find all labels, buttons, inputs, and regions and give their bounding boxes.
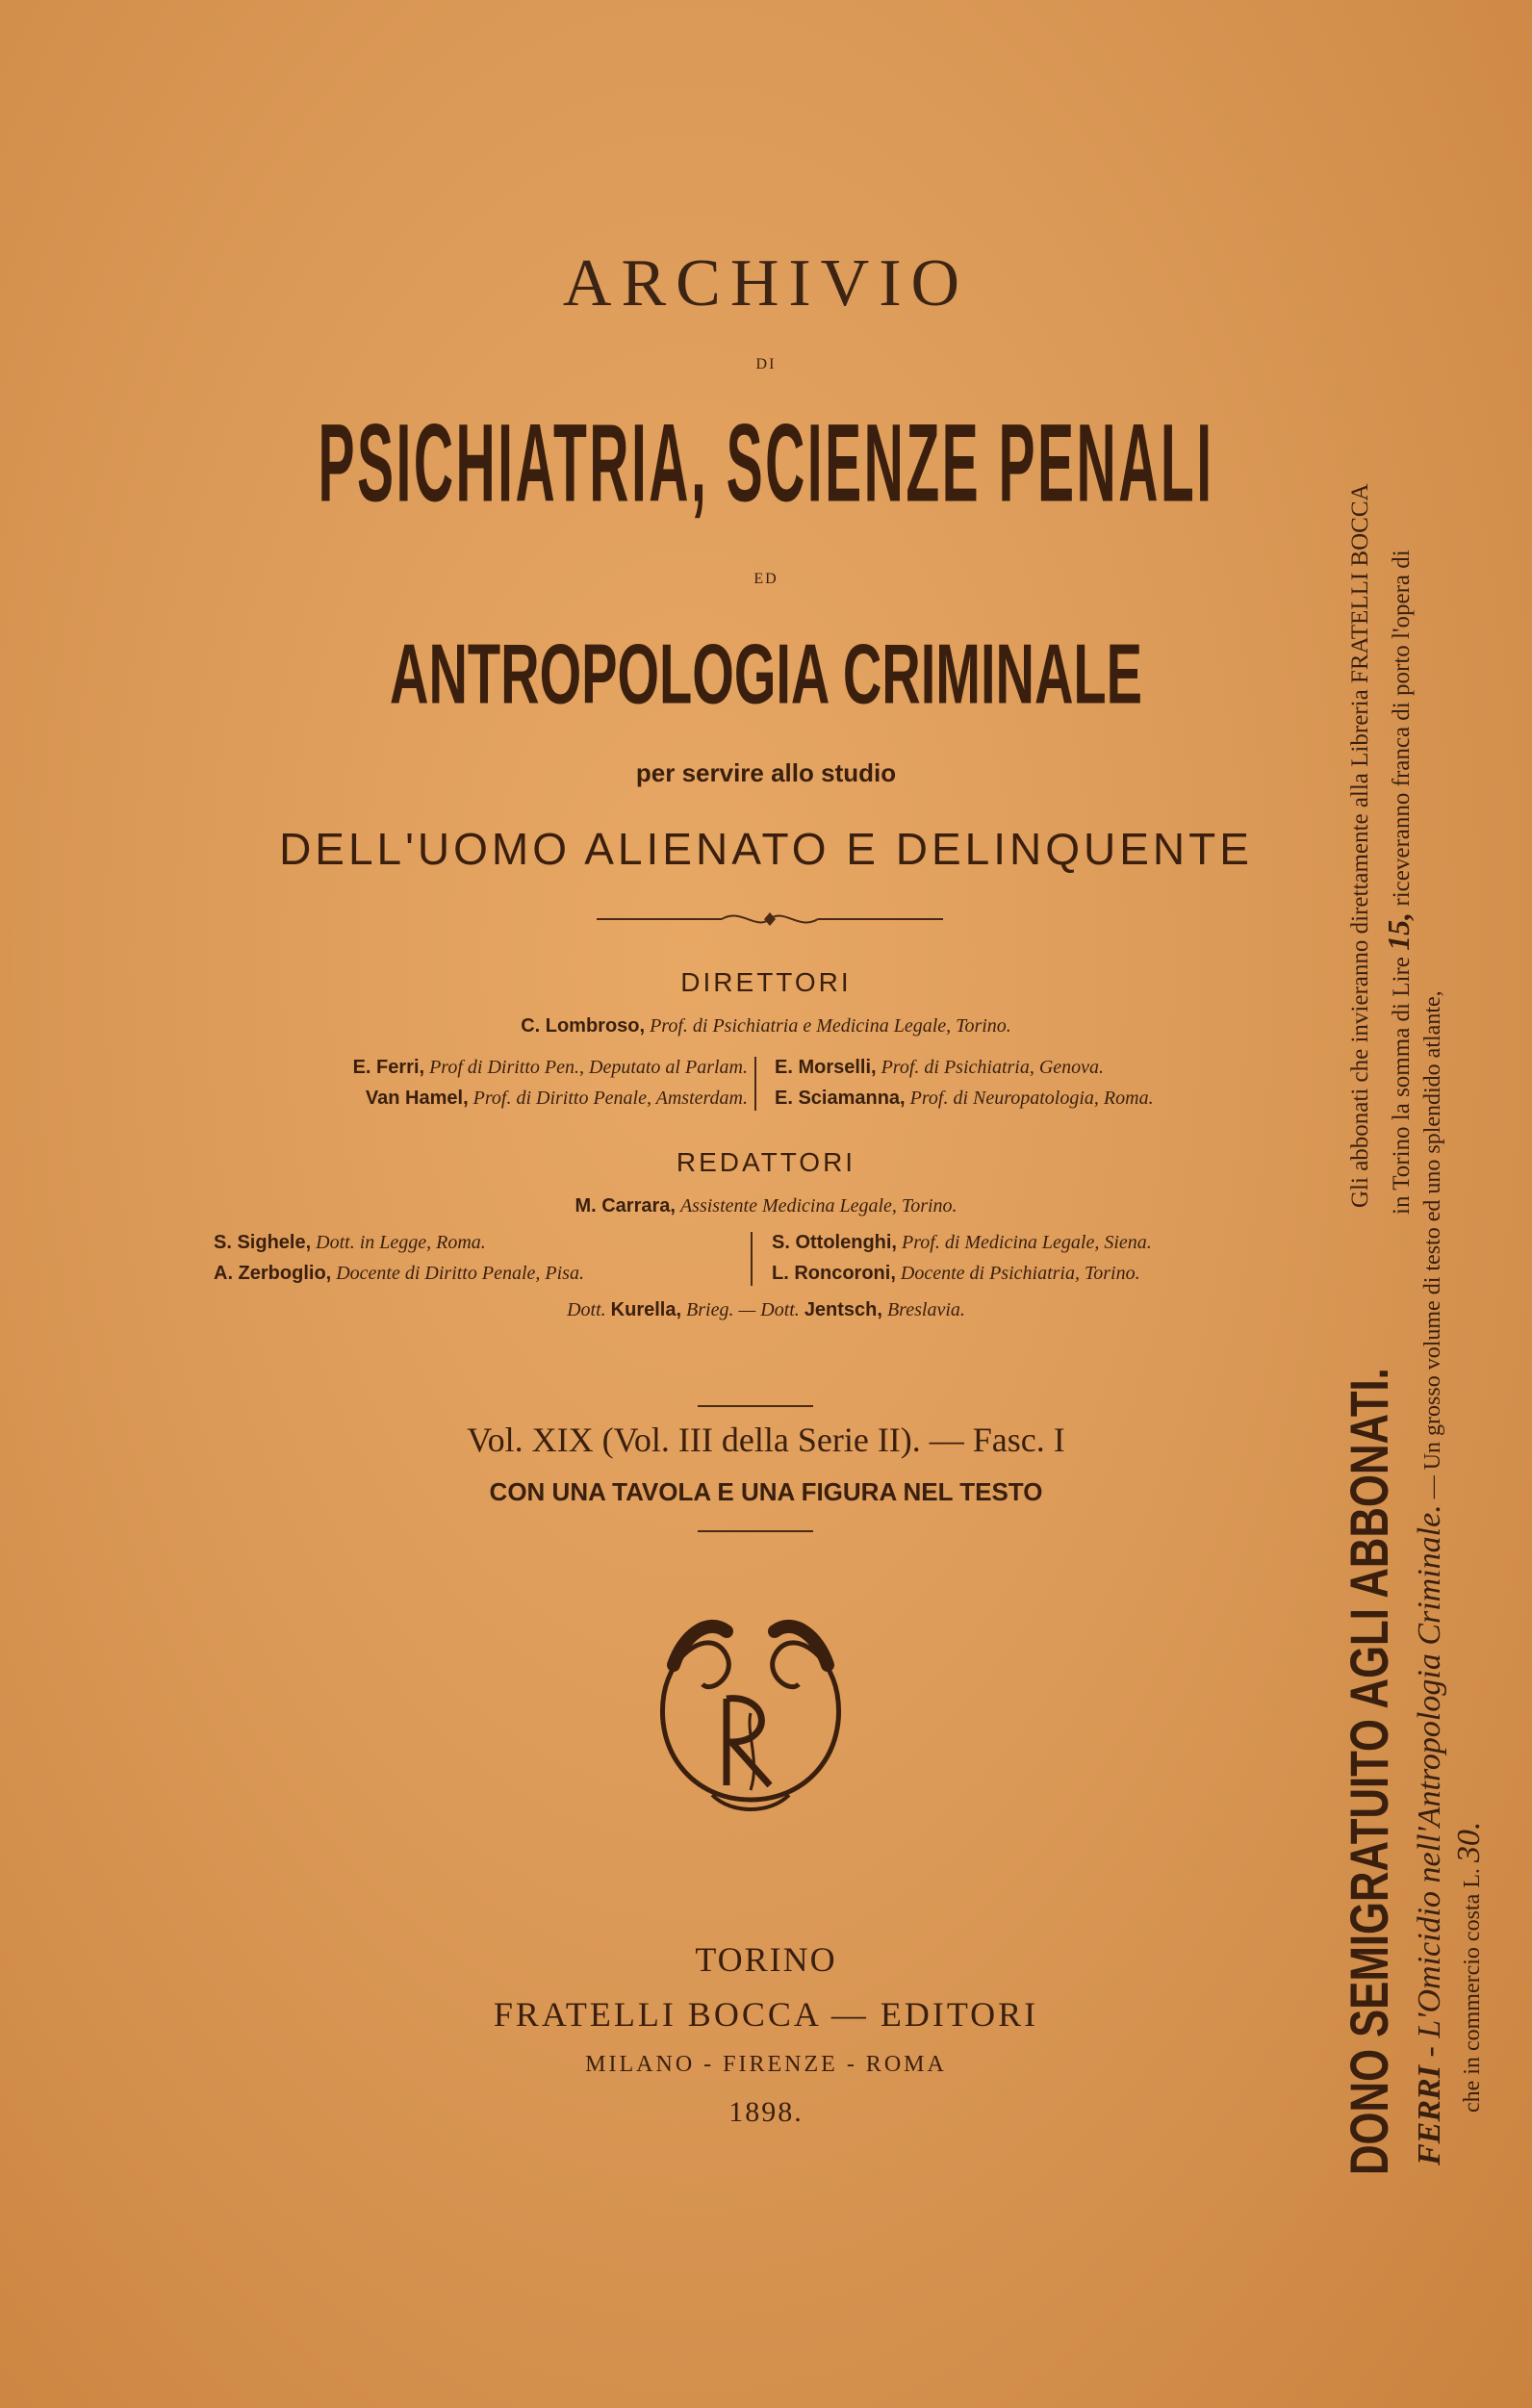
title-line-2: ANTROPOLOGIA CRIMINALE	[390, 627, 1142, 722]
volume-line: Vol. XIX (Vol. III della Serie II). — Fasc. I	[467, 1421, 1065, 1459]
column-divider	[751, 1232, 753, 1286]
sidebar-dono: DONO SEMIGRATUITO AGLI ABBONATI.	[1339, 1368, 1399, 2175]
person-role: Assistente Medicina Legale, Torino.	[679, 1195, 958, 1217]
publisher-emblem-icon	[635, 1607, 866, 1829]
sidebar-text: in Torino la somma di Lire	[1389, 957, 1415, 1215]
archivio-heading: ARCHIVIO	[562, 246, 970, 320]
direttori-heading: DIRETTORI	[680, 967, 852, 997]
person-role: Prof. di Diritto Penale, Amsterdam.	[472, 1088, 748, 1109]
person-name: C. Lombroso,	[521, 1015, 646, 1037]
sidebar-text: riceveranno franca di porto l'opera di	[1389, 550, 1415, 907]
sidebar-work: - L'Omicidio nell'Antropologia Criminale.	[1412, 1504, 1447, 2066]
redattori-foot	[0, 1299, 1532, 1321]
sidebar-price: 15,	[1381, 911, 1416, 951]
redattore-main	[0, 1195, 1532, 1217]
person-name: Van Hamel,	[365, 1088, 469, 1109]
person-name: M. Carrara,	[574, 1195, 676, 1217]
person-role: Prof. di Psichiatria, Genova.	[881, 1057, 1105, 1078]
person-name: S. Sighele,	[214, 1232, 312, 1253]
person-name: L. Roncoroni,	[772, 1263, 896, 1284]
sidebar-text: che in commercio costa L.	[1460, 1868, 1485, 2113]
imprint-publisher: FRATELLI BOCCA — EDITORI	[493, 1995, 1039, 2034]
person-name: Kurella,	[610, 1299, 682, 1320]
person-role: Prof. di Neuropatologia, Roma.	[909, 1088, 1154, 1109]
sidebar-author: FERRI	[1412, 2065, 1447, 2165]
direttore-left-2	[366, 1088, 748, 1110]
sidebar-line-1: Gli abbonati che invieranno direttamente alla Libreria FRATELLI BOCCA	[1347, 483, 1373, 1208]
person-city: Brieg. — Dott.	[686, 1299, 800, 1320]
imprint-cities: MILANO - FIRENZE - ROMA	[585, 2052, 947, 2077]
redattore-left-2	[214, 1263, 584, 1285]
person-role: Docente di Psichiatria, Torino.	[900, 1263, 1140, 1284]
redattore-right-1	[772, 1232, 1152, 1254]
person-name: E. Sciamanna,	[775, 1088, 906, 1109]
direttore-main	[0, 1015, 1532, 1037]
di-connector: DI	[755, 356, 777, 372]
short-rule	[698, 1405, 813, 1407]
sidebar-text: — Un grosso volume di testo ed uno splendido atlante,	[1420, 990, 1445, 1505]
imprint-city: TORINO	[695, 1940, 837, 1979]
person-name: S. Ottolenghi,	[772, 1232, 897, 1253]
redattori-heading: REDATTORI	[676, 1147, 856, 1177]
direttore-right-1	[775, 1057, 1104, 1079]
person-role: Prof. di Psichiatria e Medicina Legale, Torino.	[650, 1015, 1011, 1037]
person-role: Dott. in Legge, Roma.	[316, 1232, 486, 1253]
person-name: E. Ferri,	[352, 1057, 425, 1078]
person-name: E. Morselli,	[775, 1057, 877, 1078]
volume-note: CON UNA TAVOLA E UNA FIGURA NEL TESTO	[489, 1477, 1043, 1506]
sidebar-line-4	[1451, 1822, 1488, 2113]
imprint-year: 1898.	[728, 2096, 804, 2128]
sidebar-line-3	[1412, 990, 1448, 2165]
person-role: Prof. di Medicina Legale, Siena.	[902, 1232, 1152, 1253]
subtitle-2: DELL'UOMO ALIENATO E DELINQUENTE	[279, 824, 1253, 874]
subtitle: per servire allo studio	[635, 758, 897, 787]
person-role: Docente di Diritto Penale, Pisa.	[336, 1263, 584, 1284]
person-role: Prof di Diritto Pen., Deputato al Parlam.	[429, 1057, 748, 1078]
person-city: Breslavia.	[886, 1299, 965, 1320]
ornament-divider	[597, 900, 943, 938]
redattore-right-2	[772, 1263, 1140, 1285]
direttore-left-1	[353, 1057, 748, 1079]
direttore-right-2	[775, 1088, 1154, 1110]
short-rule	[698, 1530, 813, 1532]
column-divider	[754, 1057, 756, 1111]
ed-connector: ED	[753, 571, 779, 587]
person-name: A. Zerboglio,	[214, 1263, 332, 1284]
person-name: Jentsch,	[804, 1299, 882, 1320]
title-line-1: PSICHIATRIA, SCIENZE PENALI	[318, 402, 1214, 525]
sidebar-price: 30.	[1451, 1821, 1487, 1863]
title-prefix: Dott.	[567, 1299, 606, 1320]
redattore-left-1	[214, 1232, 486, 1254]
